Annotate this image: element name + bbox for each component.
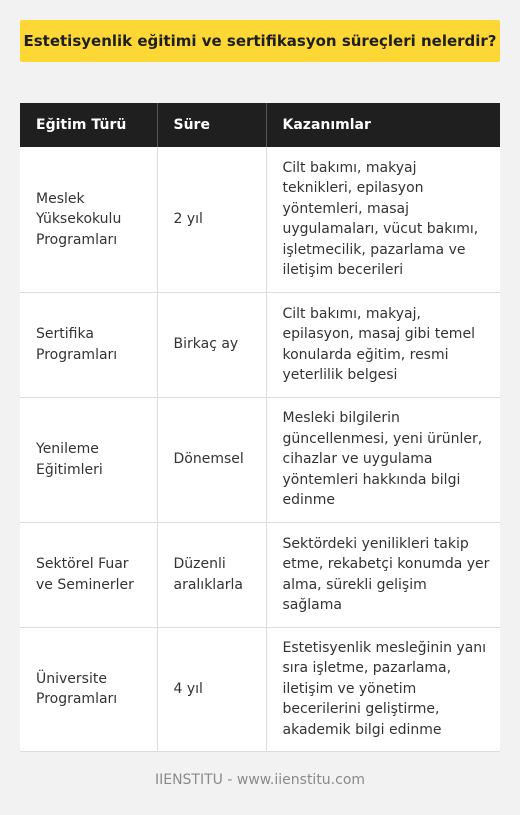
table-header-row	[20, 103, 500, 147]
page-title	[20, 20, 500, 62]
header-education-type: Eğitim Türü	[20, 103, 157, 147]
cell-gains: Estetisyenlik mesleğinin yanı sıra işletme, pazarlama, iletişim ve yönetim becerilerini geliştirme, akademik bilgi edinme	[266, 627, 500, 751]
cell-duration: Düzenli aralıklarla	[157, 522, 266, 627]
education-table	[20, 103, 500, 752]
cell-education-type: Sektörel Fuar ve Seminerler	[20, 522, 157, 627]
page-title-text: Estetisyenlik eğitimi ve sertifikasyon süreçleri nelerdir?	[23, 32, 497, 50]
cell-duration: Dönemsel	[157, 397, 266, 522]
cell-gains: Cilt bakımı, makyaj teknikleri, epilasyon yöntemleri, masaj uygulamaları, vücut bakımı, işletmecilik, pazarlama ve iletişim becerileri	[266, 147, 500, 292]
cell-duration: 4 yıl	[157, 627, 266, 751]
cell-gains: Cilt bakımı, makyaj, epilasyon, masaj gibi temel konularda eğitim, resmi yeterlilik belgesi	[266, 292, 500, 397]
table-row	[20, 397, 500, 522]
footer-credit: IIENSTITU - www.iienstitu.com	[154, 772, 366, 788]
cell-duration: 2 yıl	[157, 147, 266, 292]
cell-duration: Birkaç ay	[157, 292, 266, 397]
cell-education-type: Yenileme Eğitimleri	[20, 397, 157, 522]
table-row	[20, 292, 500, 397]
table-row	[20, 627, 500, 751]
cell-education-type: Meslek Yüksekokulu Programları	[20, 147, 157, 292]
cell-gains: Mesleki bilgilerin güncellenmesi, yeni ürünler, cihazlar ve uygulama yöntemleri hakkında bilgi edinme	[266, 397, 500, 522]
table-row	[20, 522, 500, 627]
header-duration: Süre	[157, 103, 266, 147]
cell-education-type: Üniversite Programları	[20, 627, 157, 751]
header-gains: Kazanımlar	[266, 103, 500, 147]
table-row	[20, 147, 500, 292]
cell-education-type: Sertifika Programları	[20, 292, 157, 397]
cell-gains: Sektördeki yenilikleri takip etme, rekabetçi konumda yer alma, sürekli gelişim sağlama	[266, 522, 500, 627]
